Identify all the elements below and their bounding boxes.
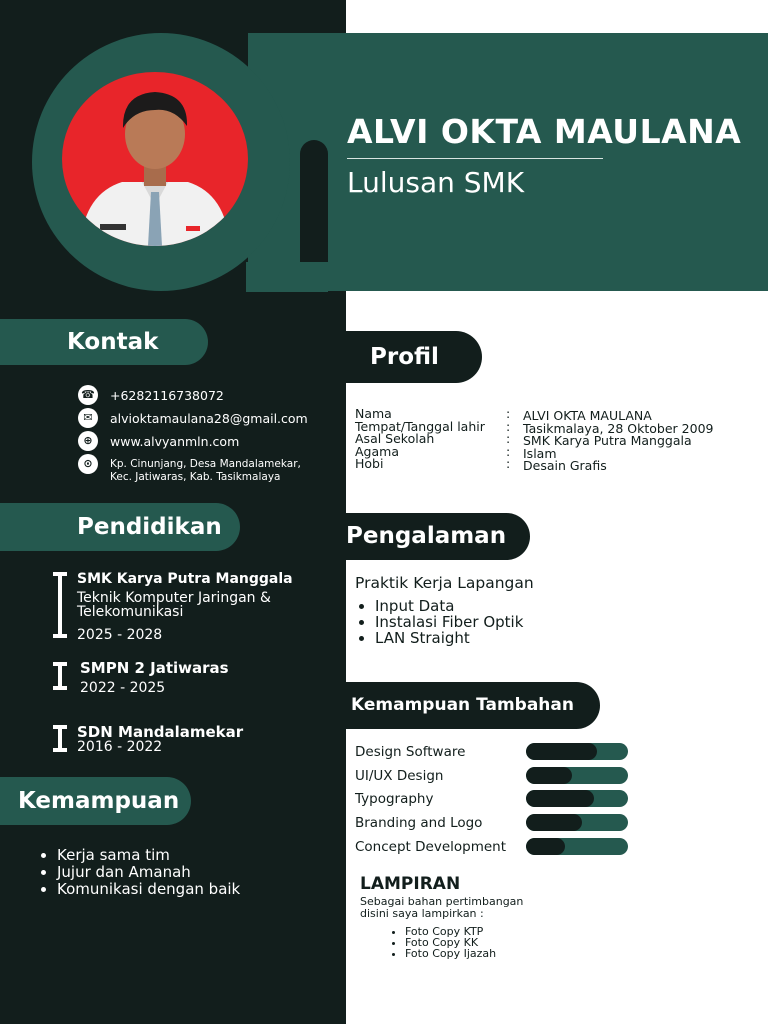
globe-icon: ⊕ [78, 431, 98, 451]
edu-major-1-line2: Telekomunikasi [77, 604, 184, 620]
kemampuan-item: • Jujur dan Amanah [57, 864, 240, 881]
lampiran-item: • Foto Copy KK [405, 937, 496, 948]
skill-label: Concept Development [355, 839, 507, 855]
kemampuan-item: • Kerja sama tim [57, 847, 240, 864]
profil-sep: : [506, 456, 511, 471]
location-icon: ⊙ [78, 454, 98, 474]
phone-icon: ☎ [78, 385, 98, 405]
skill-bar [526, 743, 628, 760]
name-divider [347, 158, 603, 159]
lampiran-intro-line2: disini saya lampirkan : [360, 906, 484, 920]
pengalaman-heading: Pengalaman [346, 513, 530, 560]
pengalaman-list [357, 598, 523, 646]
edu-school-2: SMPN 2 Jatiwaras [80, 659, 229, 677]
contact-phone: +6282116738072 [110, 388, 224, 403]
decorative-hook-cap [246, 262, 328, 292]
lampiran-heading: LAMPIRAN [360, 874, 461, 894]
contact-email: alvioktamaulana28@gmail.com [110, 411, 308, 426]
profil-value: Tasikmalaya, 28 Oktober 2009 [523, 420, 714, 436]
contact-website: www.alvyanmln.com [110, 434, 240, 449]
skill-bar-fill [526, 838, 565, 855]
edu-years-3: 2016 - 2022 [77, 739, 163, 755]
edu-major-1-line1: Teknik Komputer Jaringan & [77, 590, 271, 606]
kemampuan-heading: Kemampuan [0, 777, 191, 825]
timeline-cap [53, 686, 67, 690]
profil-label: Nama [355, 406, 392, 421]
pengalaman-item: • Input Data [375, 598, 523, 614]
pengalaman-title: Praktik Kerja Lapangan [355, 574, 534, 592]
skill-label: Branding and Logo [355, 815, 483, 831]
profil-heading: Profil [346, 331, 482, 383]
timeline-bar [58, 572, 62, 638]
kemampuan-item: • Komunikasi dengan baik [57, 881, 240, 898]
full-name: ALVI OKTA MAULANA [347, 112, 742, 151]
skill-bar-fill [526, 790, 594, 807]
profil-value: Islam [523, 445, 557, 461]
lampiran-list [387, 926, 496, 959]
profil-label: Asal Sekolah [355, 431, 435, 446]
person-silhouette-icon [62, 72, 248, 246]
lampiran-intro-line1: Sebagai bahan pertimbangan [360, 895, 524, 908]
profil-value: Desain Grafis [523, 458, 607, 473]
kontak-heading: Kontak [0, 319, 208, 365]
skill-bar [526, 814, 628, 831]
kemampuan-tambahan-heading: Kemampuan Tambahan [346, 682, 600, 729]
skill-label: Design Software [355, 744, 466, 760]
skill-bar-fill [526, 767, 572, 784]
edu-years-1: 2025 - 2028 [77, 627, 163, 643]
skill-bar [526, 838, 628, 855]
skill-bar [526, 790, 628, 807]
pengalaman-item: • Instalasi Fiber Optik [375, 614, 523, 630]
edu-school-3: SDN Mandalamekar [77, 723, 244, 741]
contact-address-line2: Kec. Jatiwaras, Kab. Tasikmalaya [110, 471, 281, 483]
job-title: Lulusan SMK [347, 166, 525, 199]
kemampuan-list [39, 847, 240, 898]
lampiran-item: • Foto Copy Ijazah [405, 948, 496, 959]
profil-sep: : [506, 418, 511, 434]
skill-label: Typography [355, 791, 434, 807]
edu-school-1: SMK Karya Putra Manggala [77, 571, 293, 587]
email-icon: ✉ [78, 408, 98, 428]
timeline-cap [53, 748, 67, 752]
skill-label: UI/UX Design [355, 768, 444, 784]
profil-sep: : [506, 443, 511, 459]
contact-address-line1: Kp. Cinunjang, Desa Mandalamekar, [110, 458, 301, 470]
pengalaman-item: • LAN Straight [375, 630, 523, 646]
profil-value: SMK Karya Putra Manggala [523, 433, 692, 448]
timeline-cap [53, 634, 67, 638]
edu-years-2: 2022 - 2025 [80, 680, 166, 696]
skill-bar [526, 767, 628, 784]
skill-bar-fill [526, 814, 582, 831]
profil-label: Agama [355, 443, 399, 459]
skill-bar-fill [526, 743, 597, 760]
pendidikan-heading: Pendidikan [0, 503, 240, 551]
profil-sep: : [506, 406, 511, 421]
profil-label: Hobi [355, 456, 384, 471]
profil-value: ALVI OKTA MAULANA [523, 408, 652, 423]
profile-photo [62, 72, 248, 246]
profil-sep: : [506, 431, 511, 446]
lampiran-item: • Foto Copy KTP [405, 926, 496, 937]
profil-label: Tempat/Tanggal lahir [355, 418, 485, 434]
